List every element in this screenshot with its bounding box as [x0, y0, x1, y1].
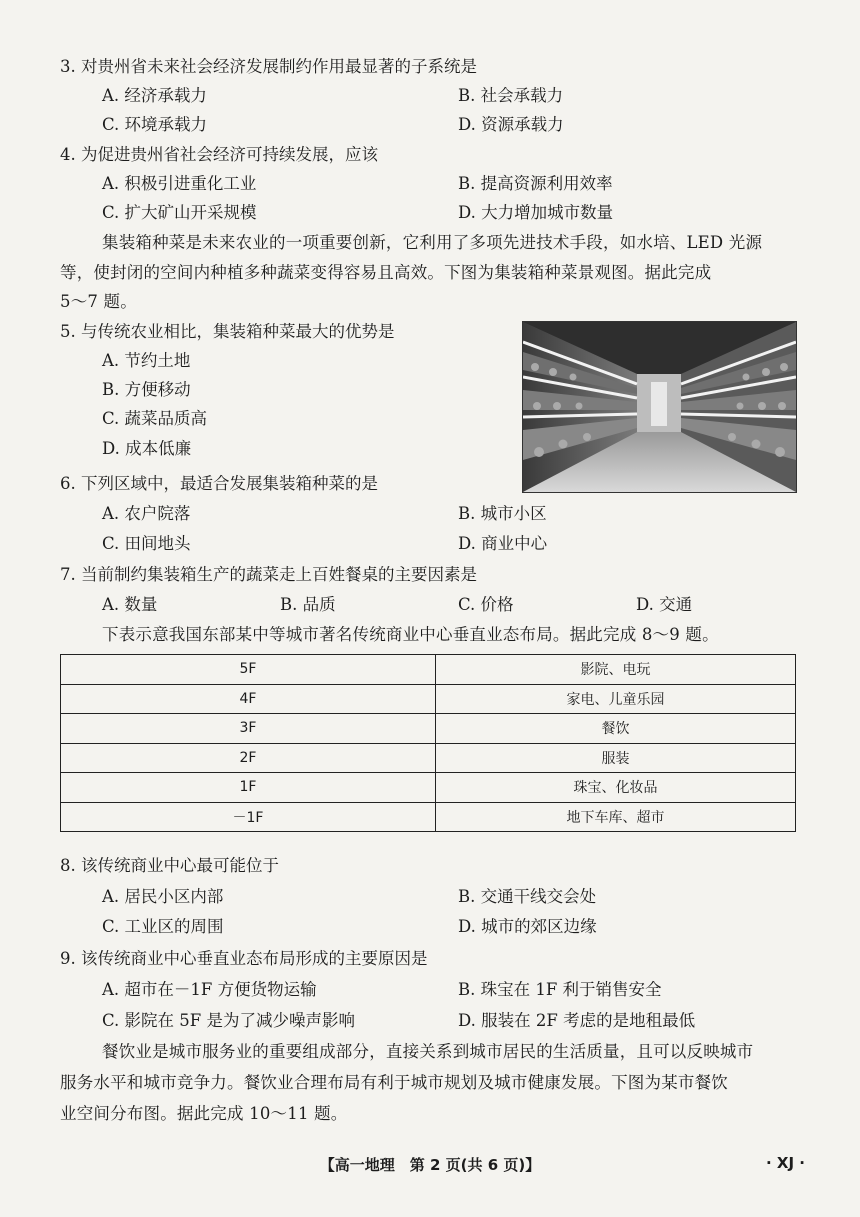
question-9-option-a: A. 超市在－1F 方便货物运输: [102, 980, 317, 999]
table-row: [61, 773, 796, 803]
business-cell: 家电、儿童乐园: [436, 684, 796, 714]
table-row: [61, 655, 796, 685]
question-7-option-c: C. 价格: [458, 595, 514, 614]
question-7-option-d: D. 交通: [636, 595, 693, 614]
business-cell: 地下车库、超市: [436, 802, 796, 832]
floor-cell: 1F: [61, 773, 436, 803]
passage-1-line-3: 5～7 题。: [60, 292, 137, 311]
question-8-option-b: B. 交通干线交会处: [458, 887, 597, 906]
passage-1-line-2: 等，使封闭的空间内种植多种蔬菜变得容易且高效。下图为集装箱种菜景观图。据此完成: [60, 263, 712, 282]
question-3-stem: 3. 对贵州省未来社会经济发展制约作用最显著的子系统是: [60, 57, 477, 76]
table-row: [61, 802, 796, 832]
question-6-option-d: D. 商业中心: [458, 534, 548, 553]
question-4-option-d: D. 大力增加城市数量: [458, 203, 614, 222]
table-row: [61, 714, 796, 744]
question-3-option-d: D. 资源承载力: [458, 115, 564, 134]
question-6-option-a: A. 农户院落: [102, 504, 191, 523]
table-row: [61, 743, 796, 773]
question-7-option-b: B. 品质: [280, 595, 336, 614]
floor-cell: 3F: [61, 714, 436, 744]
question-3-option-a: A. 经济承载力: [102, 86, 207, 105]
question-5-option-b: B. 方便移动: [102, 380, 191, 399]
container-farm-illustration: [523, 322, 796, 492]
container-farm-photo: [522, 321, 797, 493]
question-7-option-a: A. 数量: [102, 595, 158, 614]
business-cell: 珠宝、化妆品: [436, 773, 796, 803]
question-5-option-c: C. 蔬菜品质高: [102, 409, 208, 428]
question-6-option-b: B. 城市小区: [458, 504, 547, 523]
floor-cell: 2F: [61, 743, 436, 773]
passage-1-line-1: 集装箱种菜是未来农业的一项重要创新，它利用了多项先进技术手段，如水培、LED 光源: [102, 233, 763, 252]
question-5-option-d: D. 成本低廉: [102, 439, 192, 458]
question-4-option-c: C. 扩大矿山开采规模: [102, 203, 257, 222]
passage-3-line-2: 服务水平和城市竞争力。餐饮业合理布局有利于城市规划及城市健康发展。下图为某市餐饮: [60, 1073, 728, 1092]
business-cell: 餐饮: [436, 714, 796, 744]
page-footer-label: 【高一地理 第 2 页(共 6 页)】: [319, 1156, 541, 1174]
question-6-option-c: C. 田间地头: [102, 534, 191, 553]
passage-2: 下表示意我国东部某中等城市著名传统商业中心垂直业态布局。据此完成 8～9 题。: [102, 625, 719, 644]
question-8-option-d: D. 城市的郊区边缘: [458, 917, 597, 936]
business-cell: 服装: [436, 743, 796, 773]
question-5-option-a: A. 节约土地: [102, 351, 191, 370]
question-4-stem: 4. 为促进贵州省社会经济可持续发展，应该: [60, 145, 378, 164]
page-footer-code: · XJ ·: [766, 1154, 805, 1172]
business-cell: 影院、电玩: [436, 655, 796, 685]
passage-3-line-3: 业空间分布图。据此完成 10～11 题。: [60, 1104, 348, 1123]
question-9-stem: 9. 该传统商业中心垂直业态布局形成的主要原因是: [60, 949, 428, 968]
question-4-option-a: A. 积极引进重化工业: [102, 174, 257, 193]
floor-cell: 4F: [61, 684, 436, 714]
question-3-option-b: B. 社会承载力: [458, 86, 564, 105]
question-4-option-b: B. 提高资源利用效率: [458, 174, 613, 193]
question-8-option-a: A. 居民小区内部: [102, 887, 224, 906]
question-8-option-c: C. 工业区的周围: [102, 917, 224, 936]
question-7-stem: 7. 当前制约集装箱生产的蔬菜走上百姓餐桌的主要因素是: [60, 565, 477, 584]
question-3-option-c: C. 环境承载力: [102, 115, 208, 134]
floor-cell: 5F: [61, 655, 436, 685]
question-8-stem: 8. 该传统商业中心最可能位于: [60, 856, 279, 875]
mall-floor-table: [60, 654, 796, 832]
question-6-stem: 6. 下列区域中，最适合发展集装箱种菜的是: [60, 474, 378, 493]
table-row: [61, 684, 796, 714]
question-5-stem: 5. 与传统农业相比，集装箱种菜最大的优势是: [60, 322, 395, 341]
floor-cell: －1F: [61, 802, 436, 832]
question-9-option-c: C. 影院在 5F 是为了减少噪声影响: [102, 1011, 355, 1030]
passage-3-line-1: 餐饮业是城市服务业的重要组成部分，直接关系到城市居民的生活质量，且可以反映城市: [102, 1042, 754, 1061]
question-9-option-b: B. 珠宝在 1F 利于销售安全: [458, 980, 662, 999]
question-9-option-d: D. 服装在 2F 考虑的是地租最低: [458, 1011, 696, 1030]
